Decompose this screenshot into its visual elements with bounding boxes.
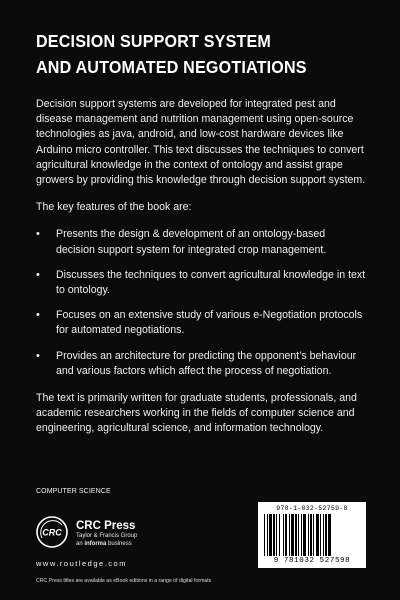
barcode-bar (267, 514, 268, 556)
parent-name: informa (84, 541, 107, 547)
publisher-name-block (76, 520, 137, 548)
isbn-bottom-text: 9 781032 527598 (273, 557, 351, 565)
barcode-bar (279, 514, 280, 556)
feature-item (36, 349, 366, 379)
feature-text: Provides an architecture for predicting the opponent’s behaviour and various factors which affect the process of negotiation. (56, 349, 357, 377)
barcode-bar (325, 514, 327, 556)
publisher-url[interactable]: www.routledge.com (36, 559, 127, 568)
audience-paragraph: The text is primarily written for graduate students, professionals, and academic researchers working in the fields of computer science and engineering, agricultural science, and information technology. (36, 392, 357, 435)
publisher-group: Taylor & Francis Group (76, 533, 138, 539)
parent-suffix: business (106, 541, 132, 547)
publisher-name: CRC Press (76, 520, 136, 532)
barcode-bar (308, 514, 309, 556)
barcode-bar (269, 514, 272, 556)
barcode-icon (264, 514, 360, 556)
barcode-bar (328, 514, 331, 556)
book-title (36, 28, 340, 80)
publisher-parent (76, 540, 137, 548)
feature-text: Presents the design & development of an ontology-based decision support system for integrated crop management. (56, 228, 327, 256)
barcode-bar (303, 514, 306, 556)
title-line-2: AND AUTOMATED NEGOTIATIONS (36, 57, 307, 77)
barcode-bar (301, 514, 302, 556)
publisher-logo (36, 516, 186, 556)
bullet-icon: • (36, 228, 40, 241)
barcode-bar (291, 514, 294, 556)
barcode-bar (289, 514, 290, 556)
subject-category: COMPUTER SCIENCE (36, 488, 111, 495)
barcode-bar (298, 514, 299, 556)
barcode-bar (313, 514, 314, 556)
parent-prefix: an (76, 541, 85, 547)
feature-item (36, 227, 366, 257)
feature-text: Focuses on an extensive study of various e-Negotiation protocols for automated negotiations. (56, 309, 363, 337)
features-list (36, 227, 366, 379)
crc-press-logo-icon (36, 516, 68, 548)
logo-mark-text: CRC (42, 527, 62, 538)
ebook-note: CRC Press titles are available as eBook editions in a range of digital formats (36, 578, 212, 584)
features-heading: The key features of the book are: (36, 201, 192, 214)
bullet-icon: • (36, 268, 40, 281)
isbn-top-text: 978-1-032-52759-8 (276, 505, 348, 512)
barcode-bar (310, 514, 312, 556)
barcode-bar (283, 514, 284, 556)
isbn-barcode (258, 502, 366, 568)
barcode-bar (316, 514, 319, 556)
bullet-icon: • (36, 349, 40, 362)
intro-paragraph: Decision support systems are developed for integrated pest and disease management and nutrition management using open-source technologies as java, android, and low-cost hardware devices like Arduino micro controller. This text discusses the techniques to convert agricultural knowledge in the context of ontology and assist grape growers by providing this knowledge through decision support system. (36, 98, 366, 187)
back-cover-body (36, 97, 366, 449)
barcode-bar (295, 514, 297, 556)
barcode-bar (276, 514, 277, 556)
barcode-bar (320, 514, 321, 556)
bullet-icon: • (36, 309, 40, 322)
barcode-bar (264, 514, 265, 556)
barcode-bar (273, 514, 275, 556)
feature-text: Discusses the techniques to convert agricultural knowledge in text to ontology. (56, 268, 366, 297)
barcode-bar (323, 514, 324, 556)
feature-item (36, 308, 366, 338)
barcode-bar (285, 514, 287, 556)
feature-item (36, 268, 366, 298)
title-line-1: DECISION SUPPORT SYSTEM (36, 31, 272, 51)
